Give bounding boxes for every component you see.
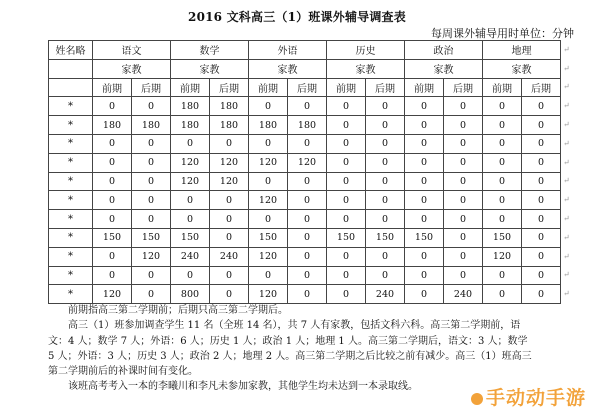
- minutes-cell: 0: [366, 172, 405, 191]
- minutes-cell: 180: [171, 116, 210, 135]
- student-name-cell: *: [49, 266, 93, 285]
- notes-line: 该班高考考入一本的李曦川和李凡未参加家教，其他学生均未达到一本录取线。: [68, 381, 418, 393]
- minutes-cell: 0: [249, 266, 288, 285]
- minutes-cell: 150: [132, 228, 171, 247]
- period-header-after: 后期: [522, 78, 561, 97]
- subject-header-foreign-language: 外语: [249, 41, 327, 60]
- minutes-cell: 180: [210, 97, 249, 116]
- minutes-cell: 0: [327, 210, 366, 229]
- period-header-before: 前期: [483, 78, 522, 97]
- minutes-cell: 0: [93, 266, 132, 285]
- minutes-cell: 0: [249, 134, 288, 153]
- minutes-cell: 0: [210, 285, 249, 304]
- minutes-cell: 0: [327, 116, 366, 135]
- table-row: [49, 97, 561, 116]
- student-name-cell: *: [49, 97, 93, 116]
- minutes-cell: 0: [366, 97, 405, 116]
- minutes-cell: 0: [366, 134, 405, 153]
- paragraph-return-mark: ↵: [563, 157, 570, 167]
- minutes-cell: 0: [132, 285, 171, 304]
- paragraph-return-mark: ↵: [563, 214, 570, 224]
- minutes-cell: 0: [522, 97, 561, 116]
- minutes-cell: 120: [249, 285, 288, 304]
- tutor-label: 家教: [93, 59, 171, 78]
- tutor-label: 家教: [405, 59, 483, 78]
- minutes-cell: 800: [171, 285, 210, 304]
- minutes-cell: 0: [444, 191, 483, 210]
- notes-line: 前期指高三第二学期前；后期只高三第二学期后。: [68, 305, 288, 316]
- student-name-cell: *: [49, 172, 93, 191]
- watermark-text: 手动动手游: [485, 387, 586, 409]
- minutes-cell: 150: [93, 228, 132, 247]
- table-row: [49, 228, 561, 247]
- minutes-cell: 0: [288, 266, 327, 285]
- minutes-cell: 0: [522, 116, 561, 135]
- minutes-cell: 0: [444, 210, 483, 229]
- period-header-row: [49, 78, 561, 97]
- minutes-cell: 0: [444, 172, 483, 191]
- minutes-cell: 120: [132, 247, 171, 266]
- minutes-cell: 0: [171, 134, 210, 153]
- minutes-cell: 0: [288, 247, 327, 266]
- minutes-cell: 0: [93, 134, 132, 153]
- minutes-cell: 0: [327, 153, 366, 172]
- minutes-cell: 0: [93, 191, 132, 210]
- minutes-cell: 150: [366, 228, 405, 247]
- period-header-after: 后期: [210, 78, 249, 97]
- student-name-cell: *: [49, 191, 93, 210]
- paragraph-return-mark: ↵: [563, 82, 570, 92]
- minutes-cell: 120: [93, 285, 132, 304]
- table-row: [49, 116, 561, 135]
- survey-table: [48, 40, 561, 304]
- period-header-after: 后期: [366, 78, 405, 97]
- minutes-cell: 0: [483, 134, 522, 153]
- minutes-cell: 0: [522, 134, 561, 153]
- minutes-cell: 180: [171, 97, 210, 116]
- subject-header-row: [49, 41, 561, 60]
- minutes-cell: 0: [171, 191, 210, 210]
- subject-header-geography: 地理: [483, 41, 561, 60]
- minutes-cell: 0: [366, 153, 405, 172]
- paragraph-return-mark: ↵: [563, 232, 570, 242]
- minutes-cell: 0: [483, 116, 522, 135]
- document-title: 2016 文科高三（1）班课外辅导调查表: [188, 10, 406, 24]
- table-row: [49, 153, 561, 172]
- minutes-cell: 0: [366, 266, 405, 285]
- minutes-cell: 120: [249, 153, 288, 172]
- student-name-cell: *: [49, 116, 93, 135]
- subject-header-history: 历史: [327, 41, 405, 60]
- minutes-cell: 0: [249, 172, 288, 191]
- minutes-cell: 0: [444, 97, 483, 116]
- minutes-cell: 120: [249, 191, 288, 210]
- watermark-logo-icon: [471, 393, 483, 405]
- table-row: [49, 134, 561, 153]
- minutes-cell: 120: [171, 153, 210, 172]
- minutes-cell: 0: [405, 247, 444, 266]
- paragraph-return-mark: ↵: [563, 138, 570, 148]
- minutes-cell: 0: [444, 266, 483, 285]
- minutes-cell: 0: [288, 191, 327, 210]
- minutes-cell: 120: [249, 247, 288, 266]
- minutes-cell: 0: [405, 153, 444, 172]
- minutes-cell: 0: [483, 153, 522, 172]
- period-header-before: 前期: [171, 78, 210, 97]
- subject-header-math: 数学: [171, 41, 249, 60]
- minutes-cell: 0: [444, 228, 483, 247]
- minutes-cell: 0: [405, 97, 444, 116]
- minutes-cell: 0: [288, 134, 327, 153]
- student-name-cell: *: [49, 153, 93, 172]
- minutes-cell: 0: [522, 153, 561, 172]
- minutes-cell: 120: [288, 153, 327, 172]
- minutes-cell: 0: [171, 210, 210, 229]
- minutes-cell: 0: [483, 172, 522, 191]
- minutes-cell: 0: [405, 285, 444, 304]
- minutes-cell: 0: [93, 210, 132, 229]
- minutes-cell: 0: [483, 210, 522, 229]
- table-row: [49, 247, 561, 266]
- notes-line: 高三（1）班参加调查学生 11 名（全班 14 名），共 7 人有家教，包括文科六科。高三第二学期前，语: [68, 320, 521, 332]
- minutes-cell: 0: [210, 134, 249, 153]
- minutes-cell: 180: [93, 116, 132, 135]
- minutes-cell: 0: [483, 266, 522, 285]
- notes-section: [48, 303, 568, 395]
- notes-line: 文：4 人；数学 7 人；外语：6 人；历史 1 人；政治 1 人；地理 1 人。高三第二学期后，语文：3 人；数学: [48, 335, 528, 347]
- minutes-cell: 120: [210, 153, 249, 172]
- minutes-cell: 0: [288, 210, 327, 229]
- minutes-cell: 0: [522, 210, 561, 229]
- table-row: [49, 172, 561, 191]
- minutes-cell: 0: [327, 285, 366, 304]
- minutes-cell: 0: [132, 266, 171, 285]
- paragraph-return-mark: ↵: [563, 120, 570, 130]
- tutor-header-row: [49, 59, 561, 78]
- minutes-cell: 0: [93, 172, 132, 191]
- paragraph-return-mark: ↵: [563, 63, 570, 73]
- unit-note: 每周课外辅导用时单位：分钟: [431, 27, 574, 40]
- minutes-cell: 0: [327, 134, 366, 153]
- minutes-cell: 180: [132, 116, 171, 135]
- minutes-cell: 0: [444, 247, 483, 266]
- tutor-label: 家教: [249, 59, 327, 78]
- paragraph-return-mark: ↵: [563, 176, 570, 186]
- period-header-before: 前期: [327, 78, 366, 97]
- minutes-cell: 0: [93, 247, 132, 266]
- minutes-cell: 0: [210, 210, 249, 229]
- period-header-before: 前期: [249, 78, 288, 97]
- minutes-cell: 0: [288, 97, 327, 116]
- paragraph-return-mark: ↵: [563, 195, 570, 205]
- minutes-cell: 0: [483, 285, 522, 304]
- notes-line: 5 人；外语：3 人；历史 3 人；政治 2 人；地理 2 人。高三第二学期之后比较之前有减少。高三（1）班高三: [48, 350, 532, 362]
- minutes-cell: 120: [210, 172, 249, 191]
- minutes-cell: 0: [93, 153, 132, 172]
- table-row: [49, 285, 561, 304]
- minutes-cell: 0: [522, 247, 561, 266]
- empty-cell: [49, 78, 93, 97]
- name-header: 姓名略: [49, 41, 93, 60]
- period-header-after: 后期: [132, 78, 171, 97]
- minutes-cell: 0: [522, 228, 561, 247]
- notes-line: 第二学期前后的补课时间有变化。: [48, 366, 198, 378]
- student-name-cell: *: [49, 228, 93, 247]
- minutes-cell: 0: [405, 210, 444, 229]
- minutes-cell: 150: [249, 228, 288, 247]
- minutes-cell: 0: [210, 266, 249, 285]
- minutes-cell: 0: [366, 191, 405, 210]
- minutes-cell: 0: [249, 210, 288, 229]
- paragraph-return-mark: ↵: [563, 289, 570, 299]
- minutes-cell: 0: [132, 191, 171, 210]
- minutes-cell: 0: [327, 172, 366, 191]
- minutes-cell: 240: [366, 285, 405, 304]
- minutes-cell: 180: [288, 116, 327, 135]
- minutes-cell: 0: [522, 191, 561, 210]
- minutes-cell: 0: [366, 210, 405, 229]
- minutes-cell: 0: [288, 285, 327, 304]
- minutes-cell: 0: [522, 172, 561, 191]
- minutes-cell: 0: [522, 266, 561, 285]
- site-watermark: [471, 383, 586, 410]
- minutes-cell: 0: [405, 191, 444, 210]
- period-header-before: 前期: [93, 78, 132, 97]
- tutor-label: 家教: [171, 59, 249, 78]
- student-name-cell: *: [49, 210, 93, 229]
- paragraph-return-mark: ↵: [563, 270, 570, 280]
- minutes-cell: 0: [327, 191, 366, 210]
- table-row: [49, 191, 561, 210]
- minutes-cell: 0: [483, 97, 522, 116]
- minutes-cell: 0: [249, 97, 288, 116]
- minutes-cell: 120: [483, 247, 522, 266]
- minutes-cell: 0: [444, 134, 483, 153]
- tutor-label: 家教: [483, 59, 561, 78]
- minutes-cell: 0: [327, 266, 366, 285]
- minutes-cell: 150: [405, 228, 444, 247]
- student-name-cell: *: [49, 285, 93, 304]
- minutes-cell: 0: [483, 191, 522, 210]
- minutes-cell: 180: [210, 116, 249, 135]
- minutes-cell: 0: [288, 172, 327, 191]
- minutes-cell: 180: [249, 116, 288, 135]
- minutes-cell: 0: [288, 228, 327, 247]
- minutes-cell: 0: [405, 266, 444, 285]
- empty-cell: [49, 59, 93, 78]
- minutes-cell: 0: [132, 97, 171, 116]
- minutes-cell: 120: [171, 172, 210, 191]
- period-header-after: 后期: [444, 78, 483, 97]
- period-header-after: 后期: [288, 78, 327, 97]
- minutes-cell: 0: [327, 97, 366, 116]
- paragraph-return-mark: ↵: [563, 44, 570, 54]
- table-row: [49, 266, 561, 285]
- minutes-cell: 0: [405, 134, 444, 153]
- minutes-cell: 0: [132, 153, 171, 172]
- minutes-cell: 150: [327, 228, 366, 247]
- subject-header-politics: 政治: [405, 41, 483, 60]
- minutes-cell: 0: [444, 153, 483, 172]
- minutes-cell: 0: [366, 247, 405, 266]
- minutes-cell: 0: [366, 116, 405, 135]
- minutes-cell: 0: [210, 191, 249, 210]
- student-name-cell: *: [49, 134, 93, 153]
- minutes-cell: 0: [210, 228, 249, 247]
- minutes-cell: 0: [171, 266, 210, 285]
- minutes-cell: 0: [132, 172, 171, 191]
- minutes-cell: 0: [444, 116, 483, 135]
- minutes-cell: 0: [327, 247, 366, 266]
- minutes-cell: 240: [171, 247, 210, 266]
- student-name-cell: *: [49, 247, 93, 266]
- paragraph-return-mark: ↵: [563, 251, 570, 261]
- minutes-cell: 0: [132, 210, 171, 229]
- minutes-cell: 240: [444, 285, 483, 304]
- minutes-cell: 0: [522, 285, 561, 304]
- minutes-cell: 0: [93, 97, 132, 116]
- tutor-label: 家教: [327, 59, 405, 78]
- minutes-cell: 0: [405, 116, 444, 135]
- minutes-cell: 0: [405, 172, 444, 191]
- minutes-cell: 0: [132, 134, 171, 153]
- subject-header-chinese: 语文: [93, 41, 171, 60]
- minutes-cell: 150: [483, 228, 522, 247]
- period-header-before: 前期: [405, 78, 444, 97]
- minutes-cell: 240: [210, 247, 249, 266]
- paragraph-return-mark: ↵: [563, 101, 570, 111]
- minutes-cell: 150: [171, 228, 210, 247]
- table-row: [49, 210, 561, 229]
